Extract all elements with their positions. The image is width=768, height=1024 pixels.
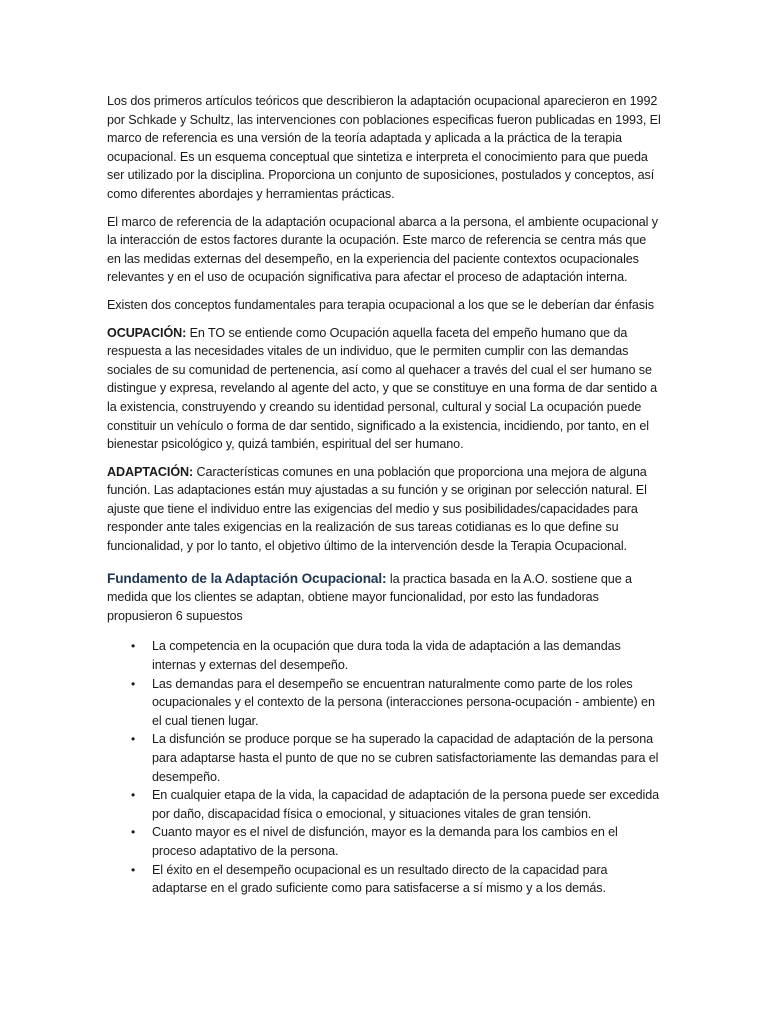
fundamento-heading: Fundamento de la Adaptación Ocupacional: bbox=[107, 570, 387, 586]
document-page bbox=[107, 92, 662, 898]
list-item-text: La competencia en la ocupación que dura toda la vida de adaptación a las demandas internas y externas del desempeño. bbox=[152, 639, 621, 673]
list-item-text: El éxito en el desempeño ocupacional es un resultado directo de la capacidad para adaptarse en el grado suficiente como para satisfacerse a sí mismo y a los demás. bbox=[152, 862, 608, 896]
fundamento-paragraph bbox=[107, 570, 662, 626]
bullet-icon: • bbox=[131, 788, 136, 803]
ocupacion-definition: En TO se entiende como Ocupación aquella faceta del empeño humano que da respuesta a las necesidades vitales de un individuo, que le permiten cumplir con las demandas sociales de su comunidad de pertenencia, así como al quehacer a través del cual el ser humano se distingue y expresa, revelando al agente del acto, y que se constituye en una forma de dar sentido a la existencia, construyendo y creando su identidad personal, cultural y social La ocupación puede constituir un vehículo o forma de dar sentido, significado a la existencia, incidiendo, por tanto, en el bienestar psicológico y, quizá también, espiritual del ser humano. bbox=[107, 325, 658, 452]
concepts-intro-paragraph: Existen dos conceptos fundamentales para terapia ocupacional a los que se le deberían dar énfasis bbox=[107, 297, 654, 312]
list-item-text: En cualquier etapa de la vida, la capacidad de adaptación de la persona puede ser excedida por daño, discapacidad física o emocional, y situaciones vitales de gran tensión. bbox=[152, 788, 660, 821]
adaptacion-paragraph bbox=[107, 463, 662, 556]
fundamento-text: la practica basada en la A.O. sostiene que a medida que los clientes se adaptan, obtiene mayor funcionalidad, por esto las fundadoras propusieron 6 supuestos bbox=[107, 571, 632, 623]
ocupacion-paragraph bbox=[107, 324, 662, 454]
bullet-icon: • bbox=[131, 862, 136, 877]
list-item-text: La disfunción se produce porque se ha superado la capacidad de adaptación de la persona para adaptarse hasta el punto de que no se cubren satisfactoriamente las demandas para el desempeño. bbox=[152, 732, 659, 784]
adaptacion-definition: Características comunes en una población que proporciona una mejora de alguna función. Las adaptaciones están muy ajustadas a su función y se originan por selección natural. El ajuste que tiene el individuo entre las exigencias del medio y sus posibilidades/capacidades para responder ante tales exigencias en la realización de sus tareas cotidianas es lo que define su funcionalidad, y por lo tanto, el objetivo último de la intervención desde la Terapia Ocupacional. bbox=[107, 464, 647, 554]
list-item bbox=[107, 823, 662, 860]
bullet-icon: • bbox=[131, 825, 136, 840]
ocupacion-term: OCUPACIÓN: bbox=[107, 325, 187, 340]
framework-paragraph: El marco de referencia de la adaptación ocupacional abarca a la persona, el ambiente ocupacional y la interacción de estos factores durante la ocupación. Este marco de referencia se centra más que en las medidas externas del desempeño, en la experiencia del paciente contextos ocupacionales relevantes y en el uso de ocupación significativa para afectar el proceso de adaptación interna. bbox=[107, 214, 658, 285]
adaptacion-term: ADAPTACIÓN: bbox=[107, 464, 194, 479]
intro-paragraph: Los dos primeros artículos teóricos que describieron la adaptación ocupacional aparecieron en 1992 por Schkade y Schultz, las intervenciones con poblaciones especificas fueron publicadas en 1993, El marco de referencia es una versión de la teoría adaptada y aplicada a la práctica de la terapia ocupacional. Es un esquema conceptual que sintetiza e interpreta el conocimiento para que pueda ser utilizado por la disciplina. Proporciona un conjunto de suposiciones, postulados y conceptos, así como diferentes abordajes y herramientas prácticas. bbox=[107, 94, 661, 201]
list-item bbox=[107, 861, 662, 898]
list-item bbox=[107, 730, 662, 786]
bullet-icon: • bbox=[131, 676, 136, 691]
bullet-icon: • bbox=[131, 732, 136, 747]
supuestos-list bbox=[107, 637, 662, 897]
list-item-text: Las demandas para el desempeño se encuentran naturalmente como parte de los roles ocupacionales y el contexto de la persona (interacciones persona-ocupación - ambiente) en el cual tienen lugar. bbox=[152, 676, 655, 728]
list-item bbox=[107, 637, 662, 674]
bullet-icon: • bbox=[131, 639, 136, 654]
list-item bbox=[107, 786, 662, 823]
list-item bbox=[107, 675, 662, 731]
list-item-text: Cuanto mayor es el nivel de disfunción, mayor es la demanda para los cambios en el proceso adaptativo de la persona. bbox=[152, 825, 618, 858]
